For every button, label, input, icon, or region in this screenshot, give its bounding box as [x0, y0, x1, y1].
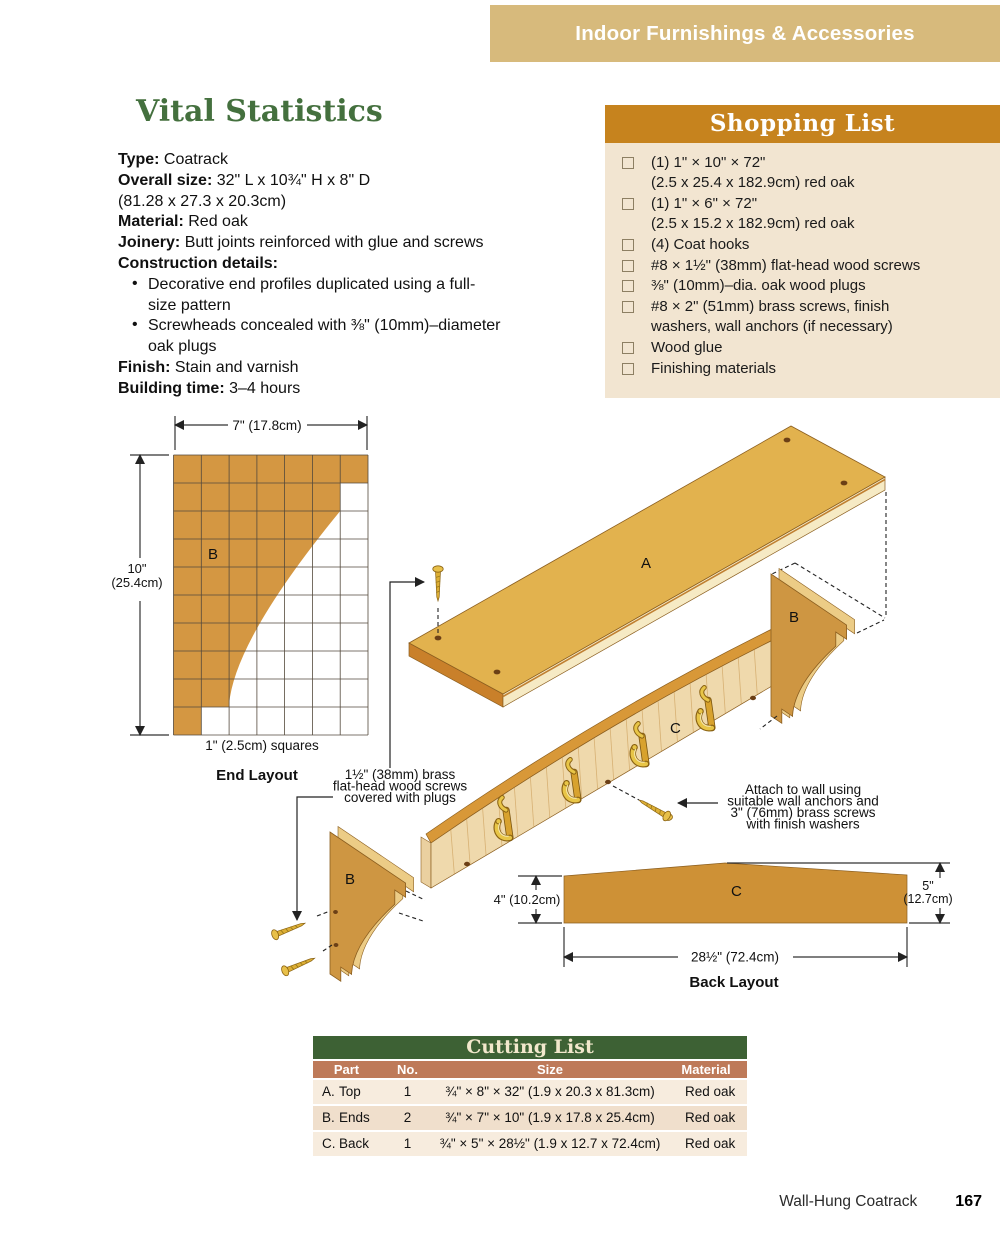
bullet-icon: •: [132, 316, 138, 334]
shopping-list-item: [622, 297, 990, 337]
part-label-b-left: B: [345, 871, 356, 888]
shopping-list-item: [622, 235, 990, 255]
shopping-list-item: [622, 276, 990, 296]
col-no: No.: [397, 1062, 418, 1077]
part-label-a: A: [641, 555, 652, 572]
screw-hole: [334, 943, 339, 947]
stat-line: (81.28 x 27.3 x 20.3cm): [118, 192, 287, 210]
cell-part: A. Top: [322, 1084, 361, 1099]
cell-no: 1: [403, 1084, 412, 1099]
part-label-b-grid: B: [208, 546, 219, 563]
checkbox-icon: [622, 280, 634, 292]
cutting-list-rows: [313, 1080, 747, 1156]
cutting-list-table: [313, 1036, 747, 1158]
cell-size: ¾" × 7" × 10" (1.9 x 17.8 x 25.4cm): [445, 1110, 655, 1125]
checkbox-icon: [622, 301, 634, 313]
attach-note-3: 3" (76mm) brass screws: [730, 805, 876, 820]
shopping-item-line: Finishing materials: [651, 359, 777, 377]
screw-hole: [605, 780, 611, 784]
stat-line: Joinery: Butt joints reinforced with glue and screws: [118, 234, 484, 252]
shopping-item-line: (2.5 x 25.4 x 182.9cm) red oak: [651, 174, 855, 192]
stat-line: Building time: 3–4 hours: [118, 379, 301, 397]
shopping-item-line: (1) 1" × 6" × 72": [651, 194, 758, 212]
cell-material: Red oak: [685, 1084, 736, 1099]
dim-end-width: 7" (17.8cm): [232, 418, 302, 433]
cutting-list-header: [313, 1061, 747, 1078]
shopping-item-line: #8 × 1½" (38mm) flat-head wood screws: [651, 256, 921, 274]
cutting-list-row: [313, 1132, 747, 1156]
cell-part: C. Back: [322, 1136, 370, 1151]
cell-size: ¾" × 8" × 32" (1.9 x 20.3 x 81.3cm): [445, 1084, 655, 1099]
shopping-list-item: [622, 256, 990, 276]
stat-line: Finish: Stain and varnish: [118, 358, 299, 376]
cutting-list-row: [313, 1106, 747, 1130]
screw-hole: [841, 481, 848, 486]
screw-hole: [333, 910, 338, 914]
chapter-banner: Indoor Furnishings & Accessories: [490, 5, 1000, 62]
dim-back-height-right-2: (12.7cm): [903, 892, 953, 906]
shopping-list-item: [622, 153, 990, 193]
part-label-c-exploded: C: [670, 720, 681, 737]
stat-line: Construction details:: [118, 254, 279, 272]
footer-title: Wall-Hung Coatrack: [779, 1193, 918, 1210]
shopping-list-item: [622, 194, 990, 234]
cutting-list-row: [313, 1080, 747, 1104]
stat-line: Material: Red oak: [118, 213, 248, 231]
back-layout-caption: Back Layout: [689, 974, 779, 991]
cell-material: Red oak: [685, 1136, 736, 1151]
col-part: Part: [333, 1062, 360, 1077]
shopping-list-title: Shopping List: [605, 105, 1000, 143]
shopping-item-line: Wood glue: [651, 338, 723, 356]
squares-note: 1" (2.5cm) squares: [205, 738, 319, 753]
shopping-item-line: washers, wall anchors (if necessary): [651, 318, 893, 336]
checkbox-icon: [622, 342, 634, 354]
end-layout-caption: End Layout: [216, 767, 298, 784]
screw-hole: [784, 438, 791, 443]
cutting-list-title: Cutting List: [313, 1036, 747, 1059]
col-size: Size: [536, 1062, 563, 1077]
shopping-list-item: [622, 359, 990, 379]
dim-end-height-1: 10": [127, 561, 147, 576]
stat-line: Type: Coatrack: [118, 151, 228, 168]
cell-no: 2: [403, 1110, 412, 1125]
shopping-item-line: ⅜" (10mm)–dia. oak wood plugs: [651, 277, 866, 295]
stat-line: size pattern: [148, 296, 231, 314]
shopping-list-box: [605, 105, 1000, 398]
screw-hole: [750, 696, 756, 700]
shopping-item-line: #8 × 2" (51mm) brass screws, finish: [651, 297, 890, 315]
shopping-item-line: (2.5 x 15.2 x 182.9cm) red oak: [651, 215, 855, 233]
checkbox-icon: [622, 239, 634, 251]
back-layout-diagram: [494, 863, 953, 991]
attach-note-2: suitable wall anchors and: [727, 793, 879, 809]
attach-note-1: Attach to wall using: [744, 782, 862, 797]
dim-back-height-left: 4" (10.2cm): [493, 892, 561, 907]
checkbox-icon: [622, 363, 634, 375]
stat-line: • Decorative end profiles duplicated using a full-: [132, 274, 476, 293]
shopping-list: [605, 143, 1000, 379]
screw-hole: [464, 862, 470, 866]
stat-line: oak plugs: [148, 338, 217, 356]
cell-size: ¾" × 5" × 28½" (1.9 x 12.7 x 72.4cm): [439, 1136, 661, 1151]
cell-part: B. Ends: [322, 1110, 370, 1125]
cell-material: Red oak: [685, 1110, 736, 1125]
bullet-icon: •: [132, 274, 138, 292]
dim-end-height-2: (25.4cm): [111, 575, 163, 590]
vital-stats: [118, 150, 558, 400]
shopping-item-line: (4) Coat hooks: [651, 235, 750, 253]
page-footer: [779, 1193, 982, 1211]
screw-hole: [494, 670, 501, 675]
board-c-end-face: [421, 837, 431, 888]
page-number: 167: [955, 1193, 982, 1210]
dim-back-width: 28½" (72.4cm): [690, 949, 780, 965]
page-title: Vital Statistics: [136, 94, 383, 129]
end-layout-diagram: [111, 416, 368, 784]
cell-no: 1: [403, 1136, 412, 1151]
project-diagram: [90, 405, 1000, 1010]
stat-line: • Screwheads concealed with ⅜" (10mm)–diameter: [132, 316, 501, 335]
checkbox-icon: [622, 260, 634, 272]
attach-note-4: with finish washers: [746, 816, 860, 832]
screw-note-3: covered with plugs: [344, 790, 456, 805]
stat-line: Overall size: 32" L x 10¾" H x 8" D: [118, 171, 371, 189]
checkbox-icon: [622, 157, 634, 169]
screw-note-2: flat-head wood screws: [332, 778, 468, 794]
part-label-b-right: B: [789, 609, 800, 626]
screw-note-1: 1½" (38mm) brass: [344, 767, 456, 782]
checkbox-icon: [622, 198, 634, 210]
screw-hole: [435, 636, 442, 641]
part-label-c-back: C: [731, 883, 742, 900]
dim-back-height-right-1: 5": [922, 879, 934, 893]
col-material: Material: [681, 1062, 731, 1077]
shopping-item-line: (1) 1" × 10" × 72": [651, 154, 766, 171]
shopping-list-item: [622, 338, 990, 358]
